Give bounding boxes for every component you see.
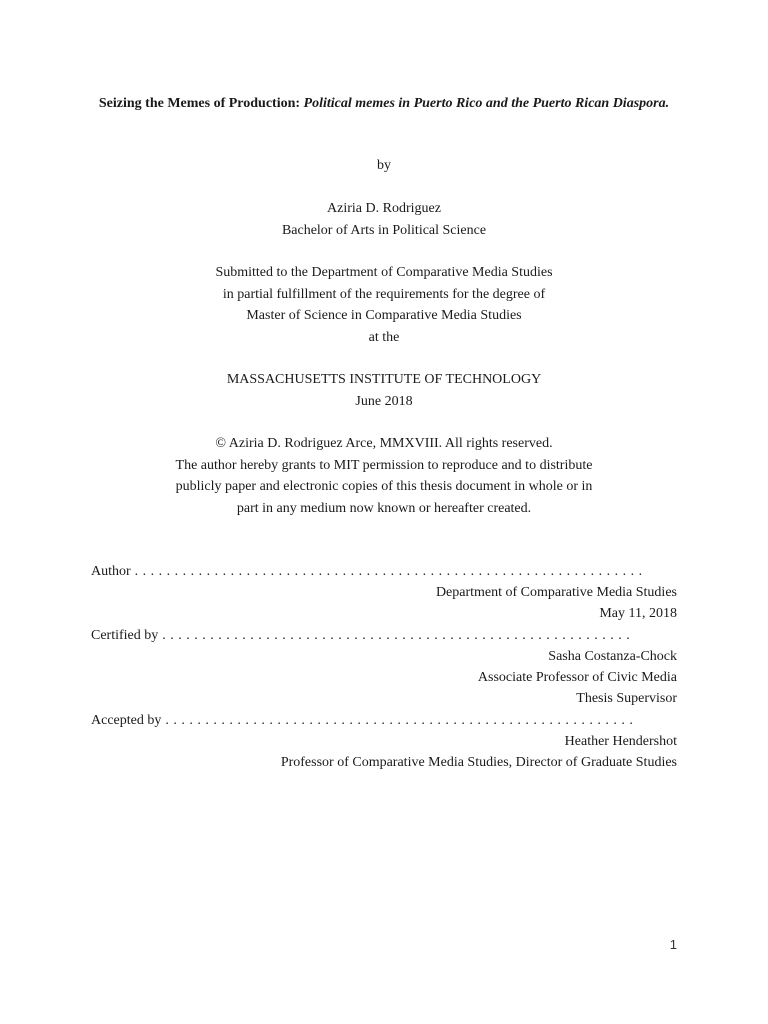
author-name: Aziria D. Rodriguez [327, 201, 441, 216]
submission-line: in partial fulfillment of the requirements for the degree of [222, 286, 546, 302]
institution-block [96, 369, 672, 412]
author-block [96, 198, 672, 241]
by-text: by [377, 158, 391, 173]
copyright-notice [96, 433, 672, 519]
certified-signature-line [91, 625, 630, 646]
supervisor-role: Thesis Supervisor [576, 691, 677, 706]
page-number: 1 [669, 937, 677, 952]
copyright-line: © Aziria D. Rodriguez Arce, MMXVIII. All rights reserved. [215, 436, 553, 451]
submission-line: Master of Science in Comparative Media Studies [246, 308, 522, 323]
supervisor-name: Sasha Costanza-Chock [548, 649, 677, 664]
signature-dots: . . . . . . . . . . . . . . . . . . . . . . . . . . . . . . . . . . . . . . . . . . . . . . . . . . . . . . . . . . . [161, 713, 634, 728]
author-label: Author [91, 564, 131, 579]
submission-line: at the [368, 329, 400, 345]
supervisor-title: Associate Professor of Civic Media [477, 670, 677, 685]
submission-line: Submitted to the Department of Comparative Media Studies [215, 265, 553, 280]
author-sign-date: May 11, 2018 [599, 606, 677, 621]
signature-dots: . . . . . . . . . . . . . . . . . . . . . . . . . . . . . . . . . . . . . . . . . . . . . . . . . . . . . . . . . . . [158, 628, 631, 643]
certified-signature-details [478, 646, 677, 709]
accepted-signature-line [91, 710, 633, 731]
author-signature-details [436, 582, 677, 624]
director-title: Professor of Comparative Media Studies, Director of Graduate Studies [280, 755, 677, 770]
title-main: Seizing the Memes of Production: [98, 96, 304, 111]
copyright-line: publicly paper and electronic copies of this thesis document in whole or in [175, 479, 593, 494]
certified-label: Certified by [91, 628, 159, 643]
author-degree: Bachelor of Arts in Political Science [281, 222, 487, 238]
by-line [96, 155, 672, 177]
author-department: Department of Comparative Media Studies [435, 585, 677, 600]
signature-dots: . . . . . . . . . . . . . . . . . . . . . . . . . . . . . . . . . . . . . . . . . . . . . . . . . . . . . . . . . . . . . . . . [130, 564, 643, 579]
copyright-line: The author hereby grants to MIT permission to reproduce and to distribute [175, 457, 593, 473]
thesis-title [96, 94, 672, 114]
submission-date: June 2018 [355, 393, 413, 409]
accepted-signature-details [281, 731, 677, 773]
director-name: Heather Hendershot [564, 734, 677, 749]
title-subtitle: Political memes in Puerto Rico and the Puerto Rican Diaspora. [303, 96, 670, 111]
copyright-line: part in any medium now known or hereafter created. [236, 500, 532, 516]
accepted-label: Accepted by [91, 713, 162, 728]
author-signature-line [91, 561, 643, 582]
institution-name: MASSACHUSETTS INSTITUTE OF TECHNOLOGY [226, 372, 542, 387]
submission-statement [96, 262, 672, 348]
